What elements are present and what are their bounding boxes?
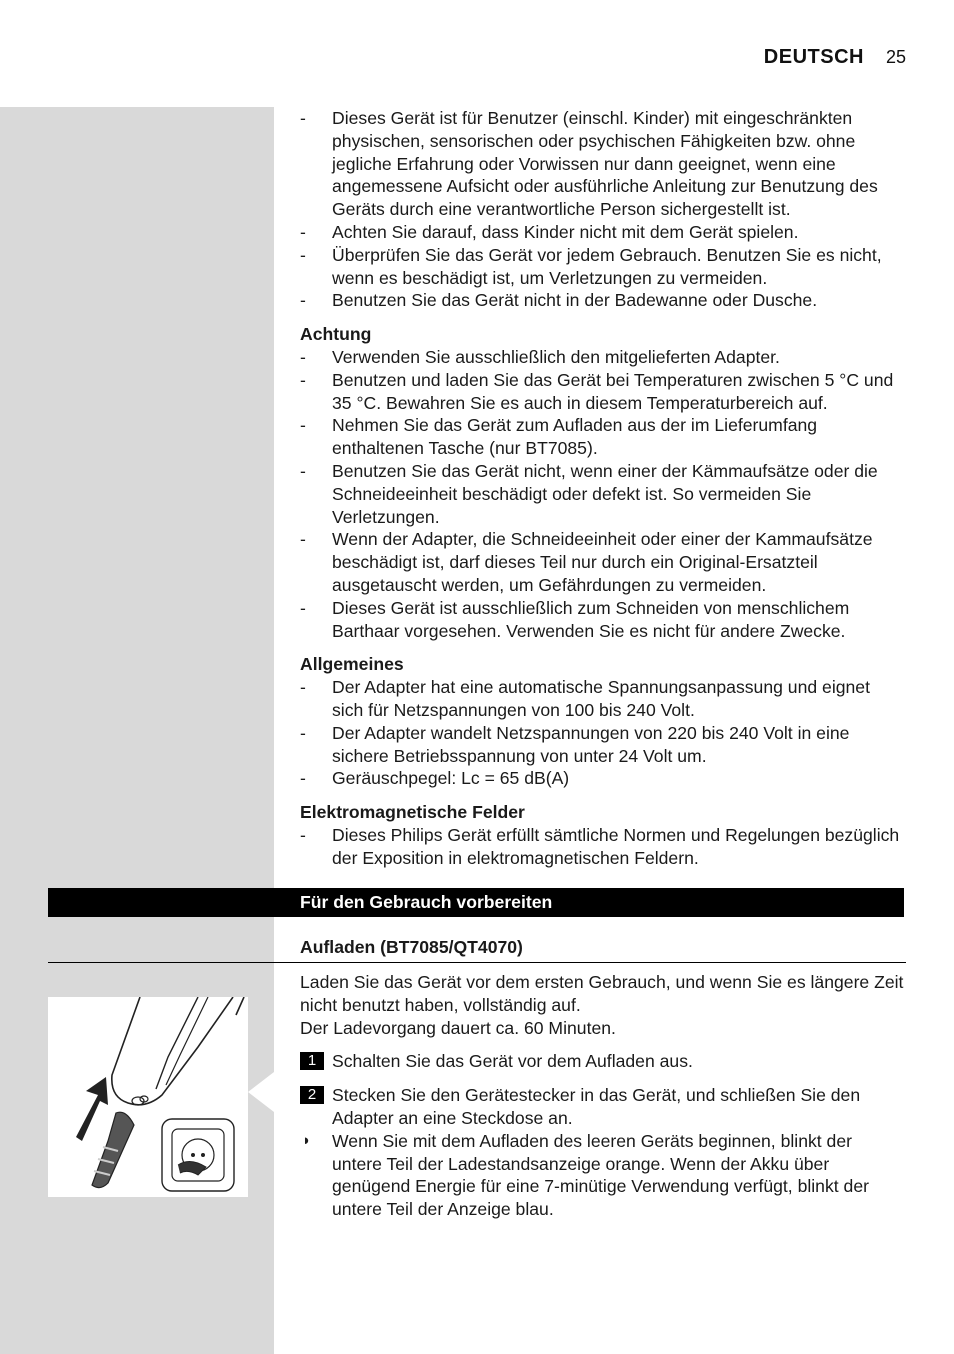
list-item: - Der Adapter wandelt Netzspannungen von 220 bis 240 Volt in eine sichere Betriebsspannung von unter 24 Volt um. [300, 722, 906, 768]
charging-heading: Aufladen (BT7085/QT4070) [300, 937, 523, 957]
list-item: - Benutzen Sie das Gerät nicht in der Badewanne oder Dusche. [300, 289, 906, 312]
step-2 [300, 1084, 906, 1130]
intro-list [300, 107, 906, 312]
safety-section [300, 107, 906, 870]
allgemeines-list [300, 676, 906, 790]
charging-heading-block [300, 936, 906, 959]
charging-illustration [48, 997, 248, 1197]
charging-intro: Laden Sie das Gerät vor dem ersten Gebrauch, und wenn Sie es längere Zeit nicht benutzt haben, vollständig auf. [300, 972, 904, 1015]
step-number: 1 [300, 1052, 324, 1070]
emf-heading: Elektromagnetische Felder [300, 802, 525, 823]
list-item: - Geräuschpegel: Lc = 65 dB(A) [300, 767, 906, 790]
step-1 [300, 1050, 906, 1073]
list-item: - Benutzen und laden Sie das Gerät bei Temperaturen zwischen 5 °C und 35 °C. Bewahren Sie es auch in diesem Temperaturbereich auf. [300, 369, 906, 415]
divider-line [48, 962, 906, 963]
emf-section [300, 801, 906, 869]
charging-section [300, 971, 906, 1221]
section-title: Für den Gebrauch vorbereiten [300, 892, 553, 912]
step-text: Schalten Sie das Gerät vor dem Aufladen aus. [332, 1051, 693, 1072]
list-item: - Dieses Gerät ist ausschließlich zum Schneiden von menschlichem Barthaar vorgesehen. Verwenden Sie es nicht für andere Zwecke. [300, 597, 906, 643]
list-item: - Dieses Philips Gerät erfüllt sämtliche Normen und Regelungen bezüglich der Exposition in elektromagnetischen Feldern. [300, 824, 906, 870]
achtung-list [300, 346, 906, 642]
allgemeines-section [300, 653, 906, 790]
list-item: - Dieses Gerät ist für Benutzer (einschl. Kinder) mit eingeschränkten physischen, sensorischen oder psychischen Fähigkeiten bzw. ohne jegliche Erfahrung oder Vorwissen nur dann geeignet, wenn eine angemessene Aufsicht oder ausführliche Anleitung zur Benutzung des Geräts durch eine verantwortliche Person sichergestellt ist. [300, 107, 906, 221]
achtung-section [300, 323, 906, 642]
list-item: - Überprüfen Sie das Gerät vor jedem Gebrauch. Benutzen Sie es nicht, wenn es beschädigt ist, um Verletzungen zu vermeiden. [300, 244, 906, 290]
step-number: 2 [300, 1086, 324, 1104]
section-title-bar [48, 888, 904, 917]
page-number: 25 [885, 47, 906, 67]
step-text: Stecken Sie den Gerätestecker in das Gerät, und schließen Sie den Adapter an eine Steckdose an. [332, 1085, 861, 1128]
list-item: - Nehmen Sie das Gerät zum Aufladen aus der im Lieferumfang enthaltenen Tasche (nur BT7085). [300, 414, 906, 460]
result-text: Wenn Sie mit dem Aufladen des leeren Geräts beginnen, blinkt der untere Teil der Ladestandsanzeige orange. Wenn der Akku über genügend Energie für eine 7-minütige Verwendung verfügt, blinkt der untere Teil der Anzeige blau. [332, 1130, 869, 1220]
page-header [764, 46, 906, 69]
list-item: - Wenn der Adapter, die Schneideeinheit oder einer der Kammaufsätze beschädigt ist, darf dieses Teil nur durch ein Original-Ersatzteil ausgetauscht werden, um Gefährdungen zu vermeiden. [300, 528, 906, 596]
list-item: - Verwenden Sie ausschließlich den mitgelieferten Adapter. [300, 346, 906, 369]
achtung-heading: Achtung [300, 324, 372, 345]
list-item: - Der Adapter hat eine automatische Spannungsanpassung und eignet sich für Netzspannungen von 100 bis 240 Volt. [300, 676, 906, 722]
trimmer-plug-icon [48, 997, 248, 1197]
allgemeines-heading: Allgemeines [300, 654, 404, 675]
charging-duration: Der Ladevorgang dauert ca. 60 Minuten. [300, 1017, 616, 1038]
language-label: DEUTSCH [763, 46, 864, 68]
illustration-pointer [248, 1072, 274, 1112]
result-note [300, 1130, 906, 1221]
result-arrow-icon: ◗ [302, 1131, 312, 1149]
list-item: - Benutzen Sie das Gerät nicht, wenn einer der Kämmaufsätze oder die Schneideeinheit beschädigt oder defekt ist. So vermeiden Sie Verletzungen. [300, 460, 906, 528]
list-item: - Achten Sie darauf, dass Kinder nicht mit dem Gerät spielen. [300, 221, 906, 244]
emf-list [300, 824, 906, 870]
